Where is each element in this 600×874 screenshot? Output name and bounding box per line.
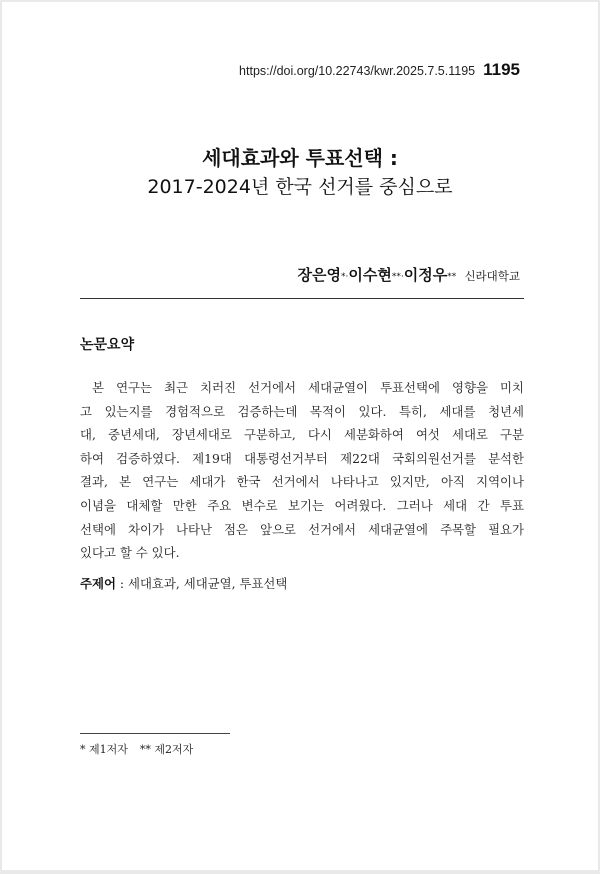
abstract-body <box>80 376 524 565</box>
footnote-second-author: ** 제2저자 <box>139 743 194 756</box>
abstract-line: 선택에 차이가 나타난 점은 앞으로 선거에서 세대균열에 주목할 필요가 <box>80 521 524 537</box>
paper-title: 세대효과와 투표선택 : <box>202 146 398 170</box>
abstract-heading: 논문요약 <box>80 337 135 353</box>
paper-page <box>2 2 598 870</box>
keywords-label: 주제어 <box>80 576 116 591</box>
author-line <box>298 264 520 285</box>
keywords <box>80 574 287 592</box>
author-mark: **· <box>391 272 404 282</box>
page-number: 1195 <box>483 60 520 79</box>
page-header <box>239 60 520 80</box>
author-name: 이수현 <box>348 266 392 284</box>
keywords-separator: : <box>115 576 128 591</box>
author-mark: *· <box>341 272 349 282</box>
abstract-line: 이념을 대체할 만한 주요 변수로 보기는 어려웠다. 그러나 세대 간 투표 <box>80 497 524 513</box>
abstract-line: 있다고 할 수 있다. <box>80 545 180 561</box>
footnote <box>80 741 193 757</box>
footnote-divider <box>80 733 230 734</box>
author-mark: ** <box>447 272 457 282</box>
abstract-line: 고 있는지를 경험적으로 검증하는데 목적이 있다. 특히, 세대를 청년세 <box>80 403 524 419</box>
doi-link[interactable]: https://doi.org/10.22743/kwr.2025.7.5.1195 <box>239 64 476 78</box>
keywords-value: 세대효과, 세대균열, 투표선택 <box>127 576 288 591</box>
title-divider <box>80 298 524 299</box>
affiliation: 신라대학교 <box>464 269 520 283</box>
abstract-line: 대, 중년세대, 장년세대로 구분하고, 다시 세분화하여 여섯 세대로 구분 <box>80 427 524 443</box>
footnote-first-author: * 제1저자 <box>80 743 128 756</box>
abstract-line: 본 연구는 최근 치러진 선거에서 세대균열이 투표선택에 영향을 미치 <box>92 380 524 395</box>
paper-subtitle: 2017-2024년 한국 선거를 중심으로 <box>147 176 453 198</box>
abstract-line: 결과, 본 연구는 세대가 한국 선거에서 나타나고 있지만, 아직 지역이나 <box>80 474 524 490</box>
author-name: 장은영 <box>297 266 341 284</box>
author-name: 이정우 <box>403 266 448 284</box>
abstract-line: 하여 검증하였다. 제19대 대통령선거부터 제22대 국회의원선거를 분석한 <box>80 450 524 466</box>
